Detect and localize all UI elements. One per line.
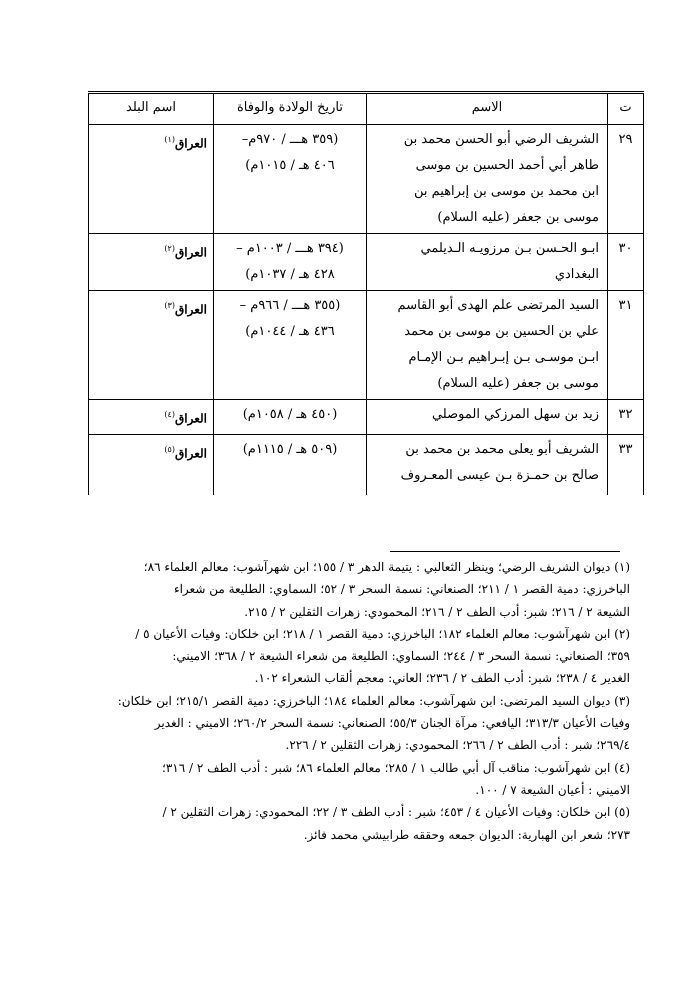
table-row: [89, 435, 644, 496]
row-number: ٣١: [608, 291, 644, 400]
footnote-line: (١) ديوان الشريف الرضي؛ وينظر الثعالبي : يتيمة الدهر ٣ / ١٥٥؛ ابن شهرآشوب: معالم العلماء ٨٦؛: [143, 560, 630, 574]
date-line: (٤٥٠ هـ / ١٠٥٨م): [242, 407, 338, 422]
row-number: ٣٣: [608, 435, 644, 496]
name-line: موسى بن جعفر (عليه السلام): [437, 210, 599, 225]
name-line: علي بن الحسين بن موسى بن محمد: [404, 324, 599, 339]
table-row: [89, 234, 644, 291]
people-table: [88, 91, 644, 495]
table-row: [89, 291, 644, 400]
person-name: [367, 400, 608, 435]
name-line: ابن محمد بن موسى بن إبراهيم بن: [413, 184, 599, 199]
footnote: [80, 757, 630, 802]
footnote-line: (٣) ديوان السيد المرتضى: ابن شهرآشوب: معالم العلماء ١٨٤؛ الباخرزي: دمية القصر ٢١٥/١؛ ابن خلكان:: [117, 693, 630, 708]
footnote: [80, 556, 630, 623]
header-country: اسم البلد: [89, 93, 214, 125]
header-row: [89, 93, 644, 125]
footnote-line: الشيعة ٢ / ٢١٦؛ شبر: أدب الطف ٢ / ٢١٦؛ المحمودي: زهرات الثقلين ٢ / ٢١٥.: [244, 604, 630, 619]
footnote: [80, 623, 630, 690]
name-line: صالح بن حمـزة بـن عيسى المعـروف: [400, 468, 599, 484]
country-name: العراق: [174, 136, 207, 151]
birth-death-dates: [214, 291, 367, 400]
date-line: ٤٠٦ هـ / ١٠١٥م): [245, 158, 335, 173]
name-line: طاهر أبي أحمد الحسين بن موسى: [415, 158, 599, 173]
birth-death-dates: [214, 234, 367, 291]
name-line: زيد بن سهل المرزكي الموصلي: [431, 407, 599, 422]
country-name: العراق: [174, 446, 207, 461]
person-name: [367, 234, 608, 291]
date-line: (٥٠٩ هـ / ١١١٥م): [242, 442, 338, 458]
country-cell: [89, 435, 214, 496]
date-line: (٣٥٥ هـــ / ٩٦٦م –: [239, 298, 341, 313]
footnote-reference: (٤): [164, 410, 175, 419]
birth-death-dates: [214, 400, 367, 435]
country-name: العراق: [174, 245, 207, 260]
footnote-line: ٢٧٣؛ شعر ابن الهبارية: الديوان جمعه وحققه طرابيشي محمد فائز.: [303, 827, 630, 842]
footnote-line: ٣٥٩؛ الصنعاني: نسمة السحر ٣ / ٢٤٤؛ السماوي: الطليعة من شعراء الشيعة ٢ / ٣٦٨؛ الاميني:: [172, 649, 630, 664]
footnote: [80, 801, 630, 846]
footnote-reference: (٢): [164, 244, 175, 253]
date-line: ٤٢٨ هـ / ١٠٣٧م): [245, 267, 335, 282]
country-cell: [89, 291, 214, 400]
country-name: العراق: [174, 302, 207, 317]
footnote-line: ٢٦٩/٤؛ شبر : أدب الطف ٢ / ٢٦٦؛ المحمودي: زهرات الثقلين ٢ / ٢٢٦.: [285, 738, 630, 753]
footnote-line: (٤) ابن شهرآشوب: مناقب آل أبي طالب ١ / ٢٨٥؛ معالم العلماء ٨٦؛ شبر : أدب الطف ٢ / ٣١٦؛: [162, 760, 630, 775]
birth-death-dates: [214, 435, 367, 496]
country-name: العراق: [174, 411, 207, 426]
country-cell: [89, 125, 214, 234]
header-dates: تاريخ الولادة والوفاة: [214, 93, 367, 125]
footnote: [80, 690, 630, 757]
header-number: ت: [608, 93, 644, 125]
footnotes: [80, 556, 630, 846]
name-line: ابـن موسـى بـن إبـراهيم بـن الإمـام: [408, 350, 599, 365]
name-line: الشريف الرضي أبو الحسن محمد بن: [403, 132, 599, 147]
name-line: البغدادي: [554, 267, 599, 282]
name-line: ابـو الحـسن بـن مرزويـه الـديلمي: [420, 241, 599, 256]
footnote-line: (٥) ابن خلكان: وفيات الأعيان ٤ / ٤٥٣؛ شبر : أدب الطف ٣ / ٢٢؛ المحمودي: زهرات الثقلين ٢ /: [162, 805, 630, 820]
row-number: ٣٠: [608, 234, 644, 291]
row-number: ٢٩: [608, 125, 644, 234]
date-line: ٤٣٦ هـ / ١٠٤٤م): [245, 324, 335, 339]
table-row: [89, 125, 644, 234]
header-name: الاسم: [367, 93, 608, 125]
table-header: [89, 93, 644, 125]
footnote-separator: [390, 551, 620, 552]
name-line: موسى بن جعفر (عليه السلام): [437, 376, 599, 391]
person-name: [367, 435, 608, 496]
birth-death-dates: [214, 125, 367, 234]
footnote-reference: (١): [164, 135, 175, 144]
row-number: ٣٢: [608, 400, 644, 435]
country-cell: [89, 234, 214, 291]
name-line: السيد المرتضى علم الهدى أبو القاسم: [397, 298, 599, 313]
footnote-line: الاميني : أعيان الشيعة ٧ / ١٠٠.: [475, 782, 630, 797]
footnote-line: الباخرزي: دمية القصر ١ / ٢١١؛ الصنعاني: نسمة السحر ٣ / ٥٢؛ السماوي: الطليعة من شعراء: [173, 582, 630, 597]
table-body: [89, 125, 644, 496]
footnote-line: وفيات الأعيان ٣١٣/٣؛ اليافعي: مرآة الجنان ٥٥/٣؛ الصنعاني: نسمة السحر ٢٦٠/٢؛ الاميني : الغدير: [154, 716, 630, 731]
footnote-line: الغدير ٤ / ٢٣٨؛ شبر: أدب الطف ٢ / ٢٣٦؛ العاني: معجم ألقاب الشعراء ١٠٢.: [254, 671, 630, 686]
country-cell: [89, 400, 214, 435]
footnote-reference: (٣): [164, 301, 175, 310]
date-line: (٣٩٤ هـــ / ١٠٠٣م –: [236, 241, 344, 256]
footnote-line: (٢) ابن شهرآشوب: معالم العلماء ١٨٢؛ الباخرزي: دمية القصر ١ / ٢١٨؛ ابن خلكان: وفيات الأعيان ٥ /: [135, 626, 630, 641]
table-row: [89, 400, 644, 435]
name-line: الشريف أبو يعلى محمد بن محمد بن: [405, 442, 599, 458]
date-line: (٣٥٩ هـــ / ٩٧٠م–: [241, 132, 339, 147]
person-name: [367, 291, 608, 400]
footnote-reference: (٥): [164, 445, 175, 455]
person-name: [367, 125, 608, 234]
